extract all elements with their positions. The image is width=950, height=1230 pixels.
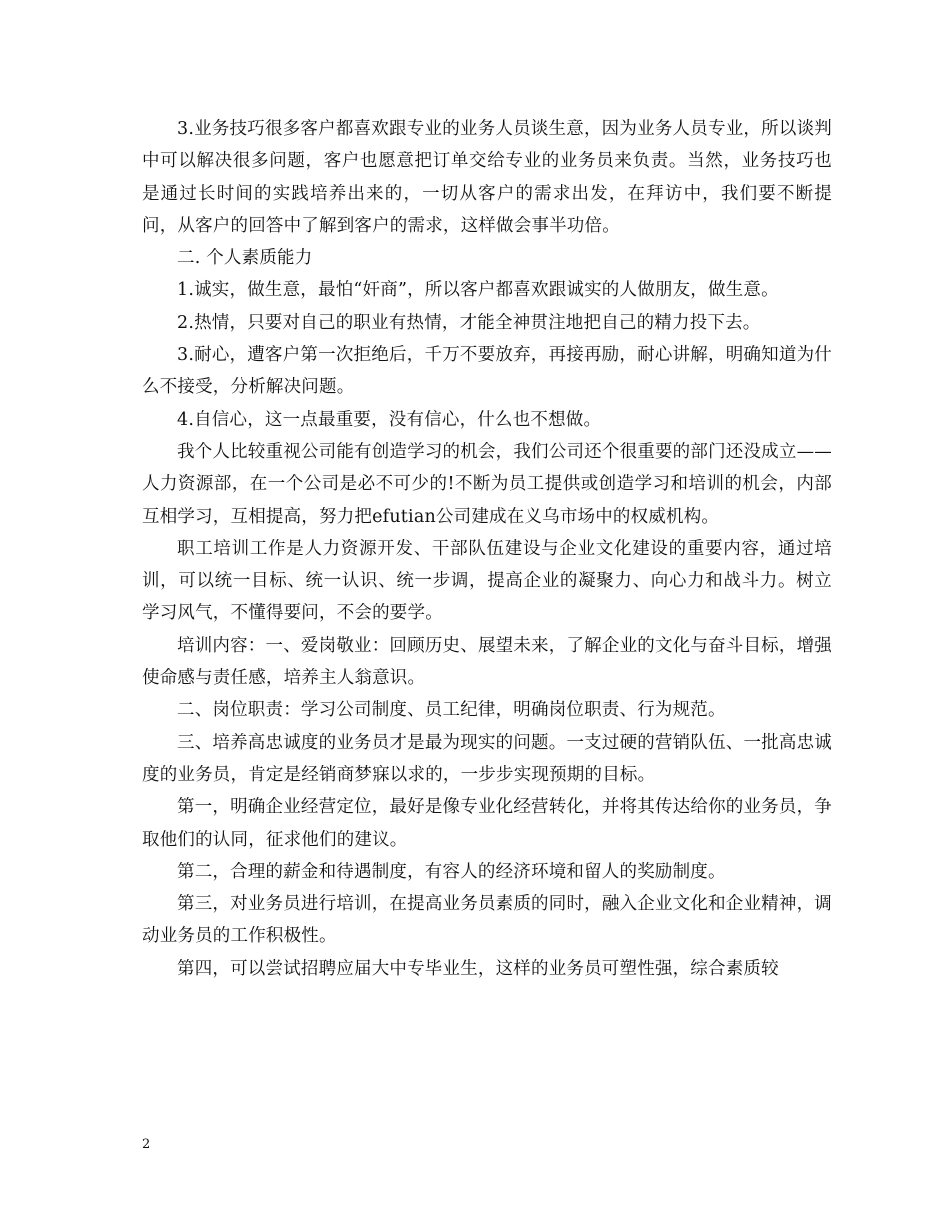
paragraph-13: 第二，合理的薪金和待遇制度，有容人的经济环境和留人的奖励制度。: [177, 861, 726, 882]
paragraph-11: 三、培养高忠诚度的业务员才是最为现实的问题。一支过硬的营销队伍、一批高忠诚度的业务员，肯定是经销商梦寐以求的，一步步实现预期的目标。: [142, 732, 832, 785]
paragraph-10: 二、岗位职责：学习公司制度、员工纪律，明确岗位职责、行为规范。: [177, 700, 726, 721]
page-number: 2: [142, 1137, 151, 1152]
section-heading-personal-quality: 二. 个人素质能力: [177, 248, 313, 269]
paragraph-7: 我个人比较重视公司能有创造学习的机会，我们公司还个很重要的部门还没成立——人力资源部，在一个公司是必不可少的!不断为员工提供或创造学习和培训的机会，内部互相学习，互相提高，努力把efutian公司建成在义乌市场中的权威机构。: [142, 441, 832, 527]
paragraph-8: 职工培训工作是人力资源开发、干部队伍建设与企业文化建设的重要内容，通过培训，可以统一目标、统一认识、统一步调，提高企业的凝聚力、向心力和战斗力。树立学习风气，不懂得要问，不会的要学。: [142, 538, 832, 624]
page-body: [142, 113, 832, 985]
paragraph-15: 第四，可以尝试招聘应届大中专毕业生，这样的业务员可塑性强，综合素质较: [177, 958, 779, 979]
paragraph-14: 第三，对业务员进行培训，在提高业务员素质的同时，融入企业文化和企业精神，调动业务员的工作积极性。: [142, 894, 832, 947]
paragraph-4: 2.热情，只要对自己的职业有热情，才能全神贯注地把自己的精力投下去。: [177, 312, 761, 333]
paragraph-6: 4.自信心，这一点最重要，没有信心，什么也不想做。: [177, 409, 602, 430]
paragraph-3: 1.诚实，做生意，最怕“奸商”，所以客户都喜欢跟诚实的人做朋友，做生意。: [177, 280, 779, 301]
paragraph-5: 3.耐心，遭客户第一次拒绝后，千万不要放弃，再接再励，耐心讲解，明确知道为什么不接受，分析解决问题。: [142, 345, 832, 398]
paragraph-1: 3.业务技巧很多客户都喜欢跟专业的业务人员谈生意，因为业务人员专业，所以谈判中可以解决很多问题，客户也愿意把订单交给专业的业务员来负责。当然，业务技巧也是通过长时间的实践培养出来的，一切从客户的需求出发，在拜访中，我们要不断提问，从客户的回答中了解到客户的需求，这样做会事半功倍。: [142, 119, 832, 236]
paragraph-12: 第一，明确企业经营定位，最好是像专业化经营转化，并将其传达给你的业务员，争取他们的认同，征求他们的建议。: [142, 797, 832, 850]
paragraph-9: 培训内容：一、爱岗敬业：回顾历史、展望未来，了解企业的文化与奋斗目标，增强使命感与责任感，培养主人翁意识。: [142, 635, 832, 689]
